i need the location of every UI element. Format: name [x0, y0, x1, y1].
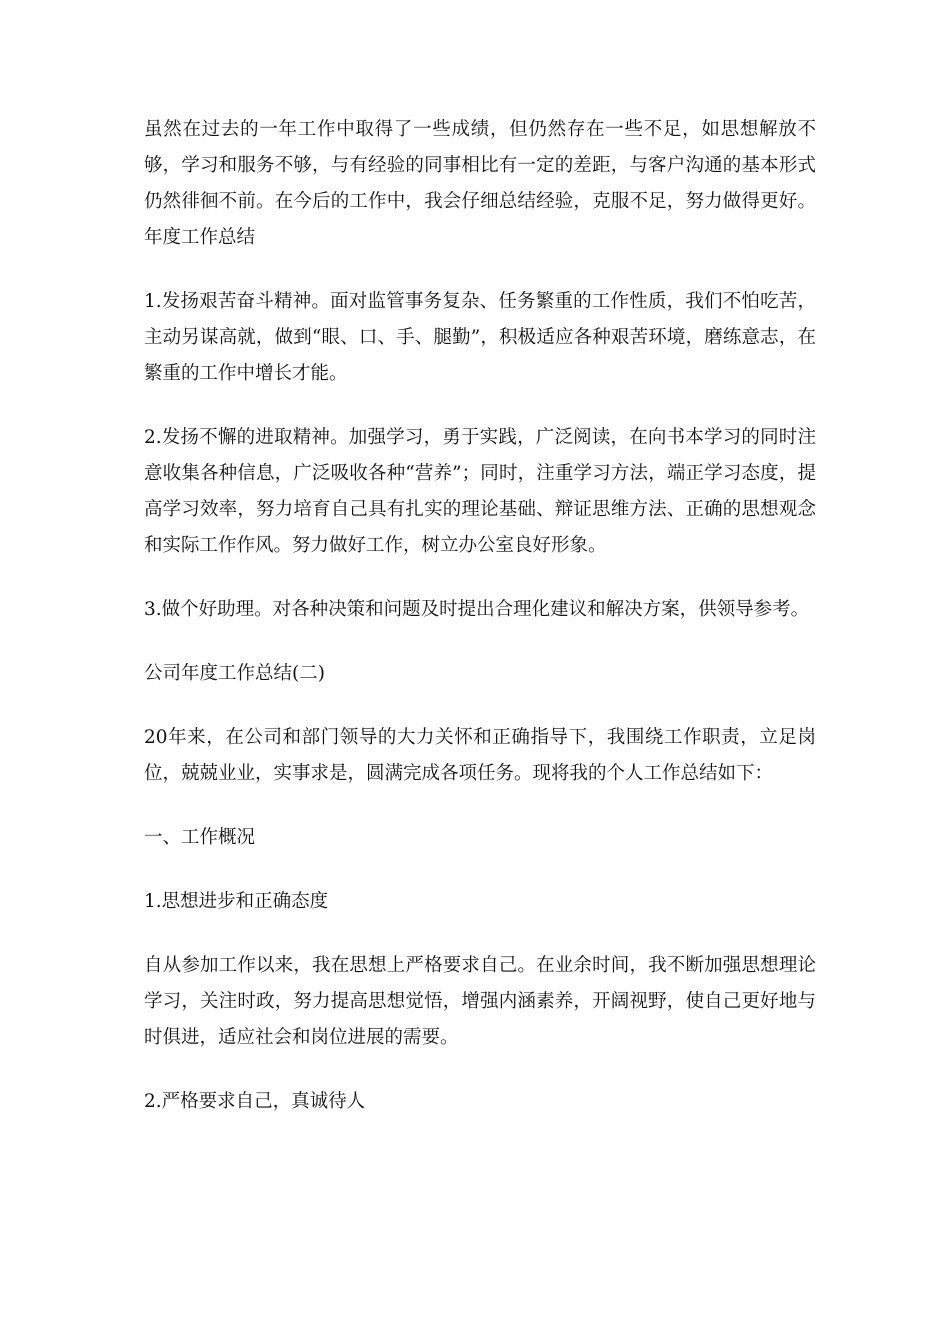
paragraph-thought: 自从参加工作以来，我在思想上严格要求自己。在业余时间，我不断加强思想理论学习，关注时政，努力提高思想觉悟，增强内涵素养，开阔视野，使自己更好地与时俱进，适应社会和岗位进展的需要。 — [144, 955, 816, 1048]
paragraph-summary-intro: 虽然在过去的一年工作中取得了一些成绩，但仍然存在一些不足，如思想解放不够，学习和服务不够，与有经验的同事相比有一定的差距，与客户沟通的基本形式仍然徘徊不前。在今后的工作中，我会仔细总结经验，克服不足，努力做得更好。年度工作总结 — [144, 119, 816, 248]
section-heading-overview: 一、工作概况 — [144, 827, 256, 848]
subheading-2: 2.严格要求自己，真诚待人 — [144, 1091, 366, 1112]
document-body — [144, 112, 816, 1148]
paragraph-point-3: 3.做个好助理。对各种决策和问题及时提出合理化建议和解决方案，供领导参考。 — [144, 599, 810, 620]
section-title: 公司年度工作总结(二) — [144, 663, 325, 684]
subheading-1: 1.思想进步和正确态度 — [144, 891, 329, 912]
paragraph-point-1: 1.发扬艰苦奋斗精神。面对监管事务复杂、任务繁重的工作性质，我们不怕吃苦，主动另谋高就，做到“眼、口、手、腿勤”，积极适应各种艰苦环境，磨练意志，在繁重的工作中增长才能。 — [144, 291, 816, 384]
paragraph-intro-2: 20年来，在公司和部门领导的大力关怀和正确指导下，我围绕工作职责，立足岗位，兢兢业业，实事求是，圆满完成各项任务。现将我的个人工作总结如下： — [144, 727, 816, 784]
paragraph-point-2: 2.发扬不懈的进取精神。加强学习，勇于实践，广泛阅读，在向书本学习的同时注意收集各种信息，广泛吸收各种“营养”；同时，注重学习方法，端正学习态度，提高学习效率，努力培育自己具有扎实的理论基础、辩证思维方法、正确的思想观念和实际工作作风。努力做好工作，树立办公室良好形象。 — [144, 427, 816, 556]
